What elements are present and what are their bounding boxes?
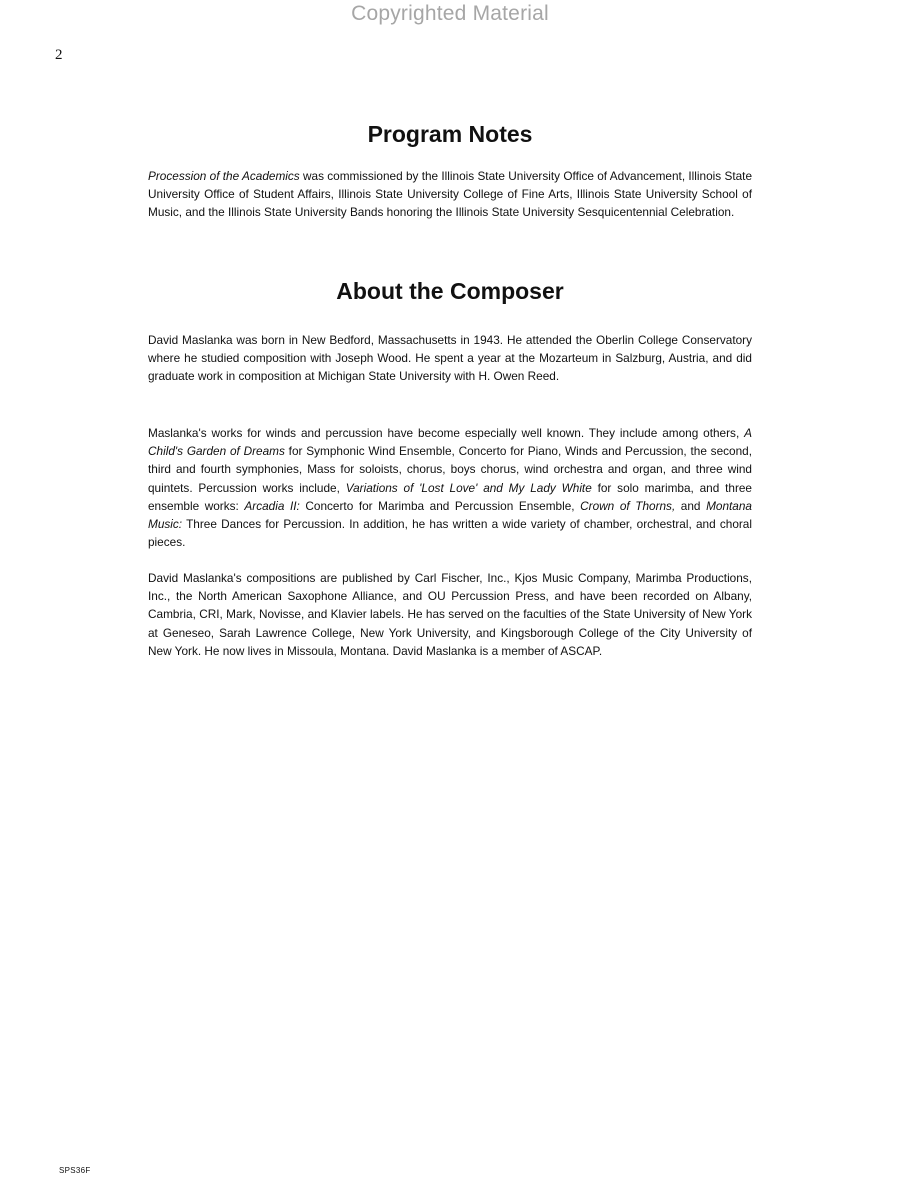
work-title: Crown of Thorns, [580,498,676,513]
work-title: Montana Music: [148,498,752,532]
about-composer-heading: About the Composer [336,278,564,304]
work-title: Variations of 'Lost Love' and My Lady White [345,480,592,495]
composer-bio-paragraph-2 [148,424,752,551]
program-notes-heading: Program Notes [367,121,533,147]
work-title: Procession of the Academics [148,169,300,183]
bio-text: for Symphonic Wind Ensemble, Concerto for Piano, Winds and Percussion, the second, third and fourth symphonies, Mass for soloists, chorus, boys chorus, wind orchestra and organ, and three wind quintets. Percussion works include, [148,444,752,495]
program-notes-paragraph [148,167,752,222]
program-notes-text: was commissioned by the Illinois State University Office of Advancement, Illinois State University Office of Student Affairs, Illinois State University College of Fine Arts, Illinois State University School of Music, and the Illinois State University Bands honoring the Illinois State University Sesquicentennial Celebration. [148,169,753,220]
footer-catalog-code: SPS36F [59,1166,91,1175]
bio-text: Concerto for Marimba and Percussion Ensemble, [299,498,581,513]
copyright-watermark: Copyrighted Material [351,2,549,25]
work-title: Arcadia II: [244,498,300,513]
work-title: A Child's Garden of Dreams [148,426,752,459]
composer-bio-paragraph-1: David Maslanka was born in New Bedford, Massachusetts in 1943. He attended the Oberlin College Conservatory where he studied composition with Joseph Wood. He spent a year at the Mozarteum in Salzburg, Austria, and did graduate work in composition at Michigan State University with H. Owen Reed. [148,333,752,384]
bio-text: and [675,498,707,513]
composer-bio-paragraph-3: David Maslanka's compositions are published by Carl Fischer, Inc., Kjos Music Company, Marimba Productions, Inc., the North American Saxophone Alliance, and OU Percussion Press, and have been recorded on Albany, Cambria, CRI, Mark, Novisse, and Klavier labels. He has served on the faculties of the State University of New York at Geneseo, Sarah Lawrence College, New York University, and Kingsborough College of the City University of New York. He now lives in Missoula, Montana. David Maslanka is a member of ASCAP. [148,571,752,658]
bio-text: Maslanka's works for winds and percussion have become especially well known. They include among others, [148,426,745,440]
bio-text: Three Dances for Percussion. In addition, he has written a wide variety of chamber, orchestral, and choral pieces. [148,517,752,550]
bio-text: for solo marimba, and three ensemble works: [148,480,752,513]
page-number: 2 [55,47,63,63]
